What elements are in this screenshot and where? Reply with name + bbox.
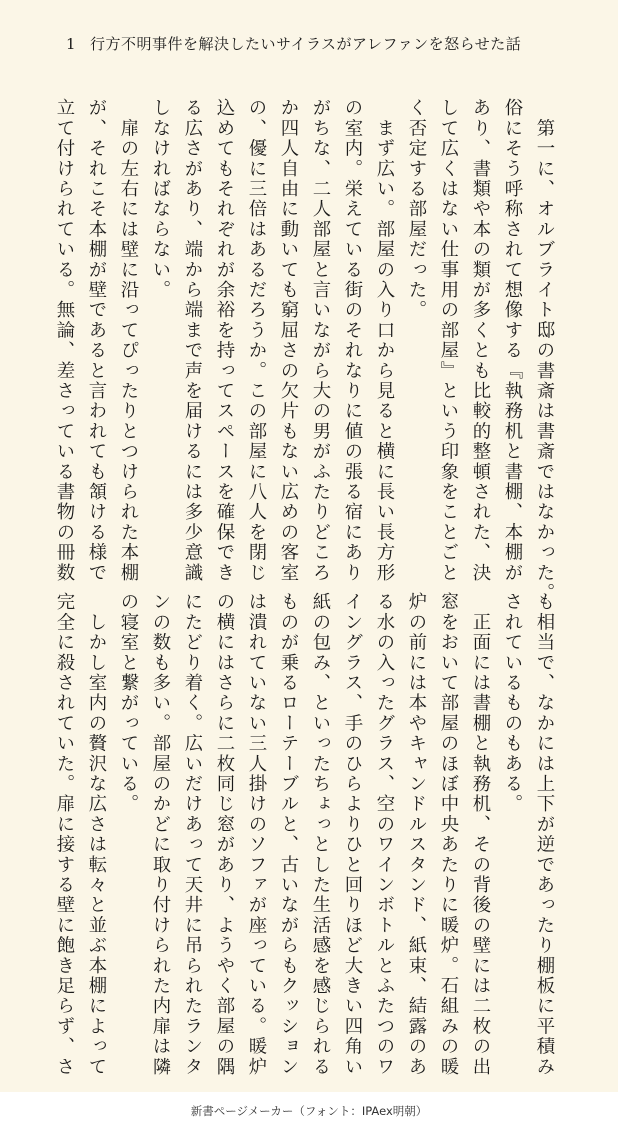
text-line: の横にはさらに二枚同じ窓があり、ようやく部屋の隅 [214,592,235,1077]
text-line: の寝室と繋がっている。 [118,592,139,815]
chapter-title: 行方不明事件を解決したいサイラスがアレファンを怒らせた話 [90,35,522,53]
text-line: も相当で、なかには上下が逆であったり棚板に平積み [534,592,555,1077]
text-line: がちな、二人部屋と言いながら大の男がふたりどころ [310,98,331,583]
text-line: イングラス、手のひらよりひと回りほど大きい四角い [342,592,363,1077]
chapter-number: 1 [66,35,77,53]
text-line: 炉の前には本やキャンドルスタンド、紙束、結露のあ [406,592,427,1077]
text-line: まず広い。部屋の入り口から見ると横に長い長方形 [374,98,395,583]
text-line: ものが乗るローテーブルと、古いながらもクッション [278,592,299,1077]
text-line: 扉の左右には壁に沿ってぴったりとつけられた本棚 [118,98,139,583]
text-line: の室内。栄えている街のそれなりに値の張る宿にあり [342,98,363,583]
text-line: 第一に、オルブライト邸の書斎は書斎ではなかった。 [534,98,555,603]
text-line: 正面には書棚と執務机、その背後の壁には二枚の出 [470,592,491,1077]
text-line: る広さがあり、端から端まで声を届けるには多少意識 [182,98,203,583]
text-line: して広くはない仕事用の部屋』という印象をことごと [438,98,459,583]
text-line: が、それこそ本棚が壁であると言われても頷ける様で [86,98,107,583]
text-line: されているものもある。 [502,592,523,815]
lower-text-column-block [48,592,560,1077]
text-line: 俗にそう呼称されて想像する『執務机と書棚、本棚が [502,98,523,583]
chapter-header [66,33,521,54]
text-line: 立て付けられている。無論、差さっている書物の冊数 [54,98,75,583]
text-line: にたどり着く。広いだけあって天井に吊られたランタ [182,592,203,1077]
text-line: 窓をおいて部屋のほぼ中央あたりに暖炉。石組みの暖 [438,592,459,1077]
text-line: あり、書類や本の類が多くとも比較的整頓された、決 [470,98,491,583]
text-line: は潰れていない三人掛けのソファが座っている。暖炉 [246,592,267,1077]
text-line: しなければならない。 [150,98,171,300]
text-line: ンの数も多い。部屋のかどに取り付けられた内扉は隣 [150,592,171,1077]
footer-credit: 新書ページメーカー（フォント：IPAex明朝） [190,1104,428,1118]
text-line: しかし室内の贅沢な広さは転々と並ぶ本棚によって [86,592,107,1077]
text-line: 紙の包み、といったちょっとした生活感を感じられる [310,592,331,1077]
text-line: る水の入ったグラス、空のワインボトルとふたつのワ [374,592,395,1077]
text-line: の、優に三倍はあるだろうか。この部屋に八人を閉じ [246,98,267,583]
upper-text-column-block [48,98,560,603]
text-line: か四人自由に動いても窮屈さの欠片もない広めの客室 [278,98,299,583]
footer-bar [0,1092,618,1132]
text-line: く否定する部屋だった。 [406,98,427,321]
text-line: 込めてもそれぞれが余裕を持ってスペースを確保でき [214,98,235,583]
text-line: 完全に殺されていた。扉に接する壁に飽き足らず、さ [54,592,75,1077]
